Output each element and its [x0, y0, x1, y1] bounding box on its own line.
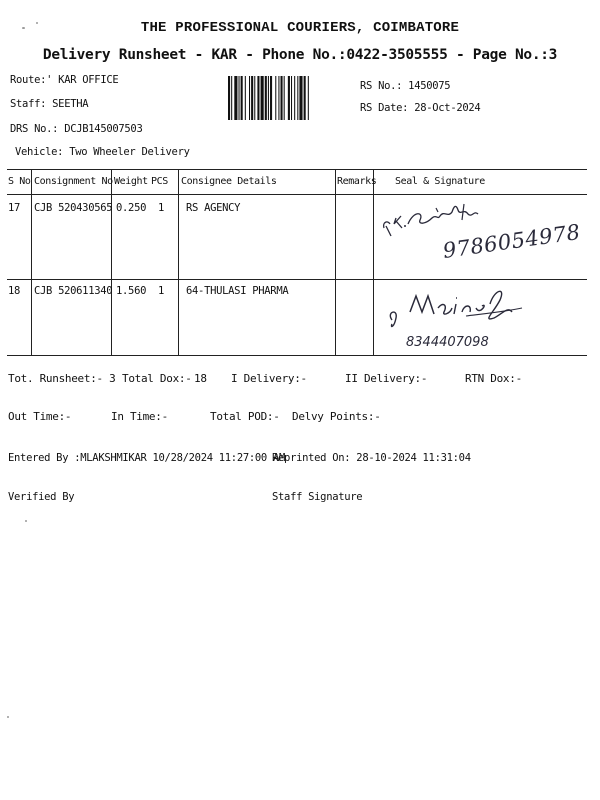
header-sno: S No: [8, 176, 31, 187]
barcode-bar: [304, 76, 306, 120]
row-18-consignee: 64-THULASI PHARMA: [186, 285, 289, 297]
barcode-bar: [275, 76, 276, 120]
header-weight: Weight: [114, 176, 148, 187]
signature-row-17: [378, 196, 583, 276]
column-line: [111, 170, 112, 355]
total-dox-label: Total Dox:-: [122, 372, 192, 385]
total-pod: Total POD:-: [210, 410, 280, 423]
barcode-bar: [261, 76, 264, 120]
scan-speck: [7, 716, 9, 718]
entered-by: Entered By :MLAKSHMIKAR 10/28/2024 11:27:00 AM: [8, 452, 285, 464]
row-17-pcs: 1: [158, 202, 165, 214]
barcode-bar: [234, 76, 237, 120]
row-18-pcs: 1: [158, 285, 165, 297]
ii-delivery: II Delivery:-: [345, 372, 428, 385]
barcode-bar: [239, 76, 240, 120]
column-line: [335, 170, 336, 355]
table-bottom-rule: [7, 355, 587, 356]
header-consignment: Consignment No: [34, 176, 113, 187]
row-17-weight: 0.250: [116, 202, 147, 214]
scan-speck: [25, 520, 27, 522]
svg-text:8344407098: 8344407098: [406, 335, 489, 350]
barcode: [228, 76, 350, 120]
delvy-points: Delvy Points:-: [292, 410, 381, 423]
staff-label: Staff: SEETHA: [10, 98, 89, 110]
barcode-bar: [254, 76, 255, 120]
barcode-bar: [291, 76, 292, 120]
header-remarks: Remarks: [337, 176, 377, 187]
barcode-bar: [297, 76, 298, 120]
row-18-weight: 1.560: [116, 285, 147, 297]
barcode-bar: [294, 76, 295, 120]
barcode-bar: [270, 76, 272, 120]
tot-runsheet: Tot. Runsheet:- 3: [8, 372, 116, 385]
barcode-bar: [249, 76, 250, 120]
barcode-bar: [299, 76, 302, 120]
barcode-bar: [284, 76, 285, 120]
i-delivery: I Delivery:-: [231, 372, 307, 385]
row-18-consignment: CJB 520611340: [34, 285, 113, 297]
barcode-bar: [245, 76, 246, 120]
barcode-bar: [228, 76, 230, 120]
runsheet-title: Delivery Runsheet - KAR - Phone No.:0422-3505555 - Page No.:3: [42, 47, 558, 63]
header-seal: Seal & Signature: [395, 176, 485, 187]
rs-number: RS No.: 1450075: [360, 80, 451, 92]
vehicle-label: Vehicle: Two Wheeler Delivery: [15, 146, 190, 158]
table-header-rule: [7, 194, 587, 195]
barcode-bar: [278, 76, 279, 120]
route-label: Route:' KAR OFFICE: [10, 74, 119, 86]
verified-by: Verified By: [8, 491, 75, 503]
drs-number: DRS No.: DCJB145007503: [10, 123, 143, 135]
barcode-bar: [281, 76, 283, 120]
out-time: Out Time:-: [8, 410, 72, 423]
in-time: In Time:-: [111, 410, 168, 423]
signature-row-18: [382, 282, 582, 354]
company-title: THE PROFESSIONAL COURIERS, COIMBATORE: [140, 20, 460, 36]
barcode-bar: [268, 76, 269, 120]
rtn-dox: RTN Dox:-: [465, 372, 522, 385]
barcode-bar: [257, 76, 259, 120]
barcode-bar: [308, 76, 309, 120]
barcode-bar: [265, 76, 267, 120]
row-17-consignment: CJB 520430565: [34, 202, 113, 214]
barcode-bar: [288, 76, 290, 120]
header-consignee: Consignee Details: [181, 176, 277, 187]
row-17-consignee: RS AGENCY: [186, 202, 241, 214]
barcode-bar: [231, 76, 232, 120]
column-line: [373, 170, 374, 355]
barcode-bar: [241, 76, 243, 120]
staff-signature: Staff Signature: [272, 491, 363, 503]
table-top-rule: [7, 169, 587, 170]
row-18-sno: 18: [8, 285, 21, 297]
barcode-bar: [251, 76, 253, 120]
row-17-sno: 17: [8, 202, 21, 214]
header-pcs: PCS: [151, 176, 168, 187]
rs-date: RS Date: 28-Oct-2024: [360, 102, 481, 114]
reprinted-on: Reprinted On: 28-10-2024 11:31:04: [272, 452, 471, 464]
svg-text:9786054978: 9786054978: [441, 219, 582, 263]
row-divider: [7, 279, 587, 280]
column-line: [31, 170, 32, 355]
total-dox-value: 18: [194, 372, 207, 385]
column-line: [178, 170, 179, 355]
